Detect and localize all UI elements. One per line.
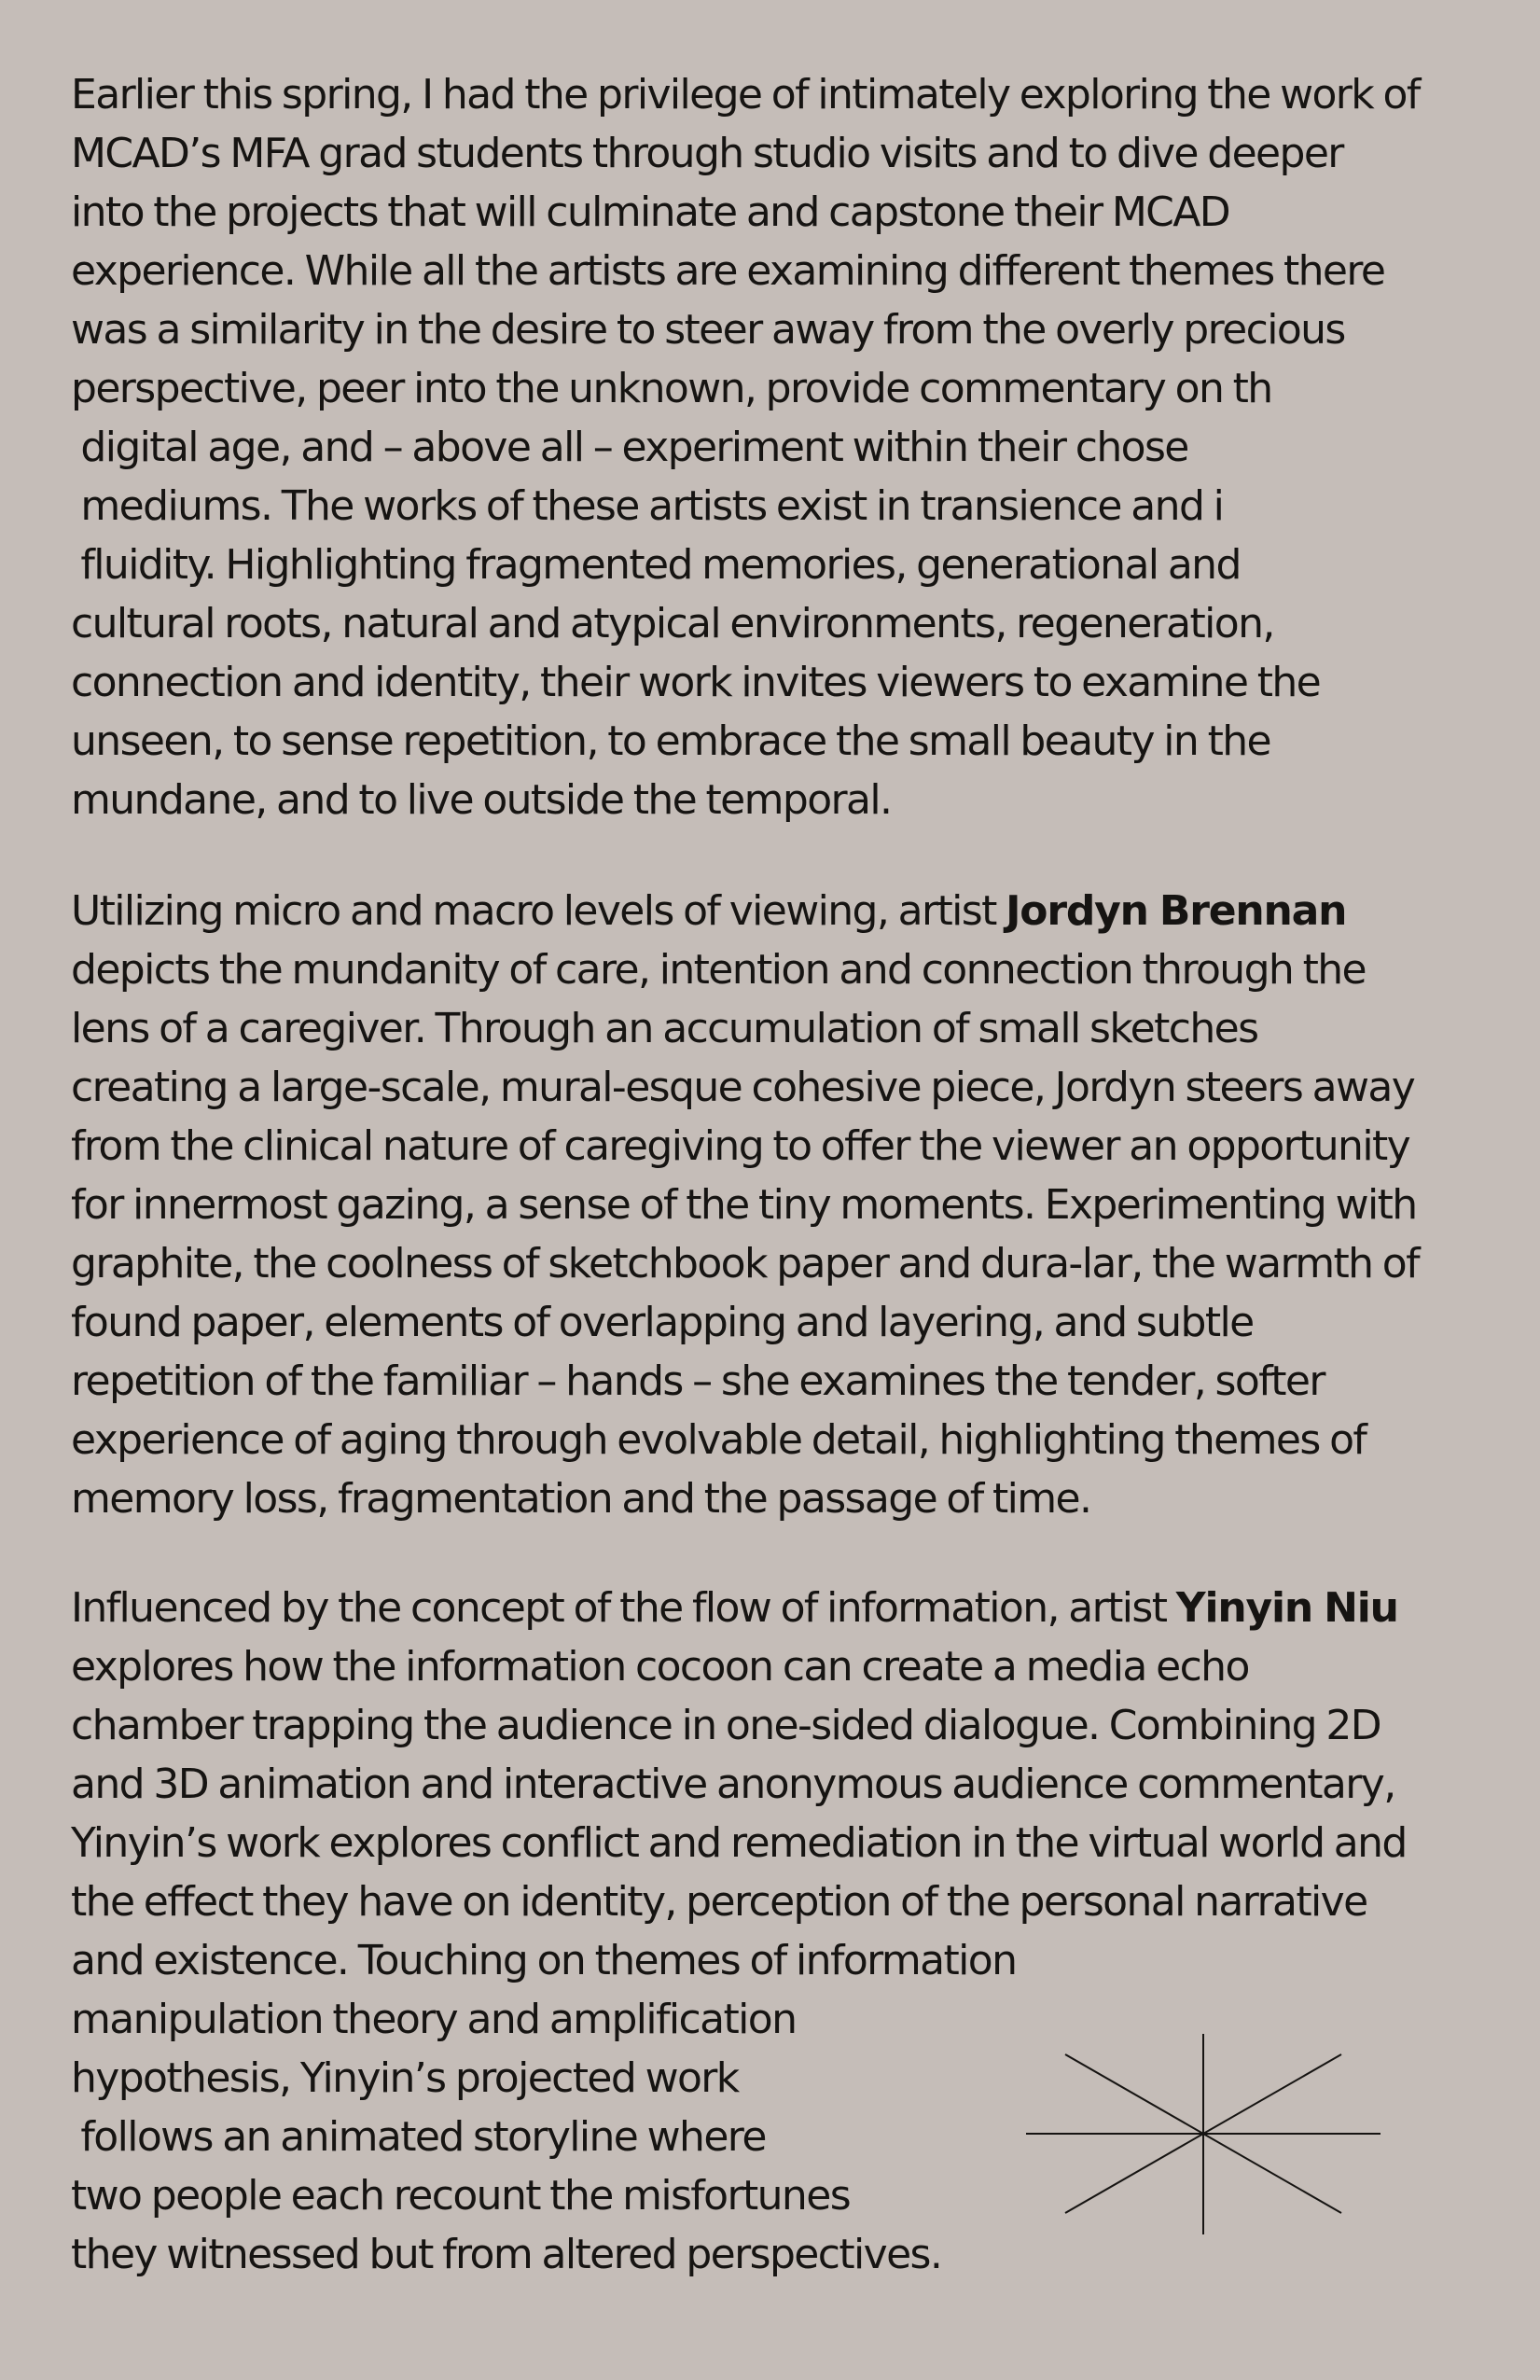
- text-line: creating a large-scale, mural-esque cohesive piece, Jordyn steers away: [71, 1064, 1415, 1111]
- text-line: mediums. The works of these artists exist in transience and i: [71, 482, 1224, 530]
- text-line: found paper, elements of overlapping and layering, and subtle: [71, 1299, 1254, 1346]
- text-line: hypothesis, Yinyin’s projected work: [71, 2054, 739, 2102]
- text-line: Earlier this spring, I had the privilege of intimately exploring the work of: [71, 71, 1420, 118]
- text-line: manipulation theory and amplification: [71, 1996, 797, 2043]
- text-line-with-artist: [71, 882, 1419, 940]
- text-line: they witnessed but from altered perspectives.: [71, 2231, 942, 2278]
- starburst-line-icon: [1026, 2034, 1380, 2234]
- text-line: chamber trapping the audience in one-sided dialogue. Combining 2D: [71, 1702, 1381, 1749]
- text-line: follows an animated storyline where: [71, 2113, 766, 2161]
- artist-name: Yinyin Niu: [1175, 1584, 1398, 1632]
- text-line: explores how the information cocoon can create a media echo: [71, 1643, 1249, 1691]
- text-line: and existence. Touching on themes of information: [71, 1937, 1017, 1984]
- text-line: connection and identity, their work invites viewers to examine the: [71, 659, 1321, 706]
- text-line: perspective, peer into the unknown, provide commentary on th: [71, 365, 1272, 412]
- text-line: experience of aging through evolvable detail, highlighting themes of: [71, 1416, 1367, 1464]
- text-line: for innermost gazing, a sense of the tiny moments. Experimenting with: [71, 1181, 1417, 1229]
- text-line: Yinyin’s work explores conflict and remediation in the virtual world and: [71, 1819, 1407, 1867]
- text-line: the effect they have on identity, perception of the personal narrative: [71, 1878, 1367, 1926]
- text-line: cultural roots, natural and atypical environments, regeneration,: [71, 600, 1274, 647]
- jordyn-brennan-paragraph: [71, 882, 1419, 1528]
- text-line: depicts the mundanity of care, intention and connection through the: [71, 946, 1366, 994]
- text-line: was a similarity in the desire to steer away from the overly precious: [71, 306, 1345, 354]
- artist-name: Jordyn Brennan: [1006, 887, 1347, 935]
- text-line: from the clinical nature of caregiving to offer the viewer an opportunity: [71, 1122, 1410, 1170]
- line-prefix: Utilizing micro and macro levels of viewing, artist: [71, 887, 1006, 935]
- intro-paragraph: [71, 65, 1420, 829]
- text-line: experience. While all the artists are examining different themes there: [71, 247, 1385, 295]
- text-line: fluidity. Highlighting fragmented memories, generational and: [71, 541, 1241, 589]
- text-line: two people each recount the misfortunes: [71, 2172, 851, 2220]
- text-line-with-artist: [71, 1579, 1407, 1637]
- text-line: MCAD’s MFA grad students through studio visits and to dive deeper: [71, 130, 1343, 177]
- line-prefix: Influenced by the concept of the flow of information, artist: [71, 1584, 1176, 1632]
- text-line: memory loss, fragmentation and the passage of time.: [71, 1475, 1091, 1523]
- text-line: lens of a caregiver. Through an accumulation of small sketches: [71, 1005, 1258, 1052]
- text-line: digital age, and – above all – experiment within their chose: [71, 424, 1188, 471]
- text-line: graphite, the coolness of sketchbook paper and dura-lar, the warmth of: [71, 1240, 1420, 1287]
- text-line: and 3D animation and interactive anonymous audience commentary,: [71, 1761, 1395, 1808]
- text-line: into the projects that will culminate and capstone their MCAD: [71, 188, 1230, 236]
- text-line: unseen, to sense repetition, to embrace the small beauty in the: [71, 717, 1270, 765]
- text-line: repetition of the familiar – hands – she examines the tender, softer: [71, 1357, 1325, 1405]
- text-line: mundane, and to live outside the temporal.: [71, 776, 892, 824]
